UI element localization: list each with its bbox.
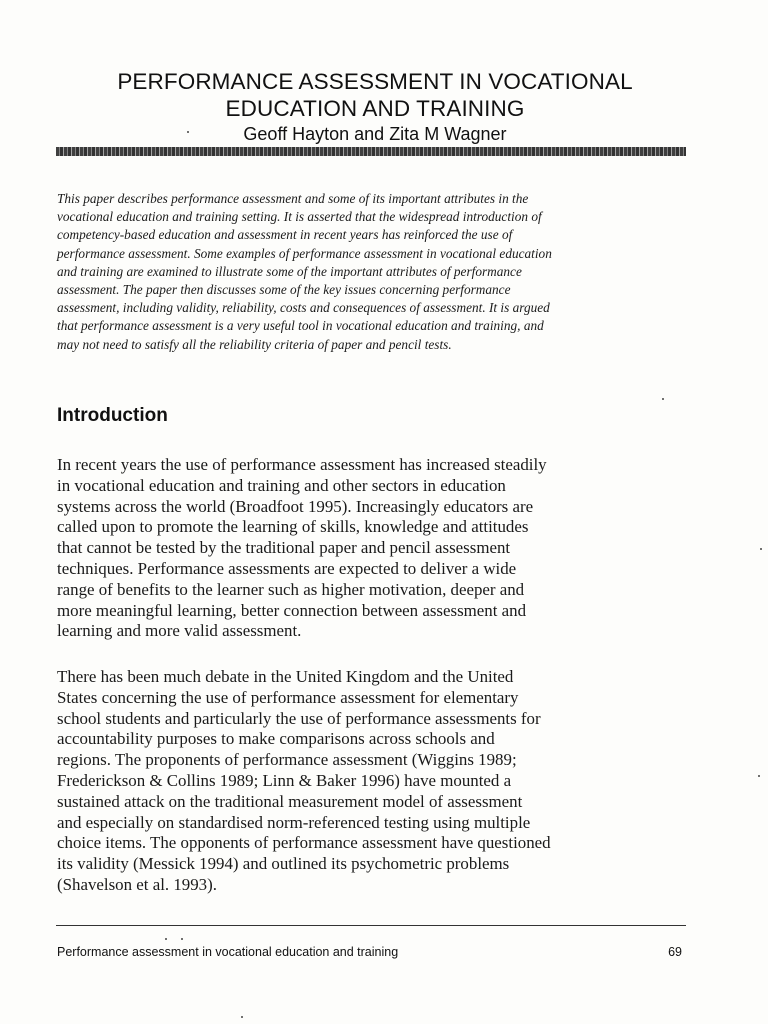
footer-rule bbox=[56, 925, 686, 926]
abstract-line: vocational education and training setting. It is asserted that the widespread introduction of bbox=[57, 209, 542, 225]
abstract-line: that performance assessment is a very useful tool in vocational education and training, and bbox=[57, 318, 544, 334]
abstract-line: and training are examined to illustrate some of the important attributes of performance bbox=[57, 263, 522, 279]
paragraph-line: Frederickson & Collins 1989; Linn & Baker 1996) have mounted a bbox=[57, 770, 512, 790]
abstract-line: may not need to satisfy all the reliability criteria of paper and pencil tests. bbox=[57, 336, 452, 352]
decorative-title-rule bbox=[56, 147, 686, 156]
abstract-line: competency-based education and assessment in recent years has reinforced the use of bbox=[57, 227, 513, 243]
abstract bbox=[57, 190, 685, 354]
paragraph-line: range of benefits to the learner such as higher motivation, deeper and bbox=[57, 579, 525, 599]
paragraph-line: accountability purposes to make comparisons across schools and bbox=[57, 729, 495, 749]
scan-speck bbox=[662, 398, 664, 400]
abstract-line: performance assessment. Some examples of performance assessment in vocational education bbox=[57, 245, 552, 261]
running-footer-title: Performance assessment in vocational education and training bbox=[57, 945, 399, 959]
body-paragraph-2 bbox=[57, 667, 697, 896]
page-number: 69 bbox=[668, 945, 682, 959]
paragraph-line: sustained attack on the traditional measurement model of assessment bbox=[57, 791, 523, 811]
paper-authors: Geoff Hayton and Zita M Wagner bbox=[243, 124, 507, 144]
paragraph-line: choice items. The opponents of performance assessment have questioned bbox=[57, 833, 551, 853]
paragraph-line: and especially on standardised norm-referenced testing using multiple bbox=[57, 812, 531, 832]
paragraph-line: called upon to promote the learning of skills, knowledge and attitudes bbox=[57, 517, 529, 537]
title-line-2: EDUCATION AND TRAINING bbox=[225, 96, 525, 121]
paragraph-line: In recent years the use of performance assessment has increased steadily bbox=[57, 455, 547, 474]
paragraph-line: in vocational education and training and other sectors in education bbox=[57, 475, 506, 495]
paragraph-line: its validity (Messick 1994) and outlined its psychometric problems bbox=[57, 854, 510, 874]
paper-title bbox=[60, 68, 690, 122]
paragraph-line: school students and particularly the use of performance assessments for bbox=[57, 708, 541, 728]
title-line-1: PERFORMANCE ASSESSMENT IN VOCATIONAL bbox=[117, 69, 633, 94]
paragraph-line: There has been much debate in the United Kingdom and the United bbox=[57, 667, 514, 686]
scan-speck bbox=[181, 938, 183, 940]
abstract-line: assessment, including validity, reliability, costs and consequences of assessment. It is argued bbox=[57, 300, 550, 316]
scan-speck bbox=[241, 1016, 243, 1018]
section-heading-introduction: Introduction bbox=[57, 405, 168, 426]
paragraph-line: techniques. Performance assessments are expected to deliver a wide bbox=[57, 558, 517, 578]
paragraph-line: States concerning the use of performance assessment for elementary bbox=[57, 687, 519, 707]
paragraph-line: that cannot be tested by the traditional paper and pencil assessment bbox=[57, 538, 511, 558]
scan-speck bbox=[165, 938, 167, 940]
paragraph-line: learning and more valid assessment. bbox=[57, 621, 302, 641]
abstract-line: This paper describes performance assessment and some of its important attributes in the bbox=[57, 191, 529, 206]
body-paragraph-1 bbox=[57, 455, 697, 642]
paragraph-line: systems across the world (Broadfoot 1995). Increasingly educators are bbox=[57, 496, 534, 516]
scan-speck bbox=[187, 131, 189, 133]
paragraph-line: regions. The proponents of performance assessment (Wiggins 1989; bbox=[57, 750, 517, 770]
paragraph-line: (Shavelson et al. 1993). bbox=[57, 874, 217, 894]
abstract-line: assessment. The paper then discusses some of the key issues concerning performance bbox=[57, 282, 511, 298]
paragraph-line: more meaningful learning, better connection between assessment and bbox=[57, 600, 527, 620]
scan-speck bbox=[758, 775, 760, 777]
scan-speck bbox=[760, 548, 762, 550]
